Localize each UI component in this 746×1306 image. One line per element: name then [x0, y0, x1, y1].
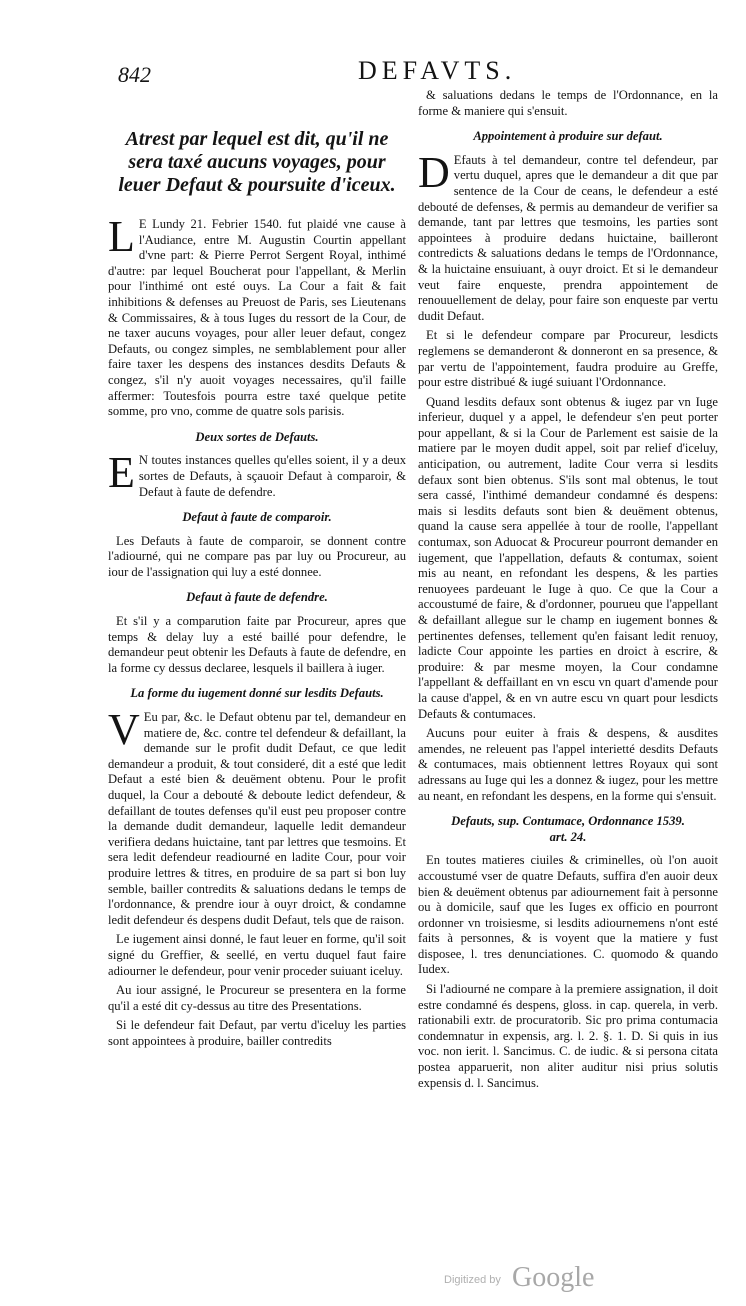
section-heading-ordonnance	[418, 814, 718, 845]
paragraph-text: Efauts à tel demandeur, contre tel defendeur, par vertu duquel, apres que le demandeur a dit que par sentence de la Cour de ceans, le defendeur a esté debouté de defenses, & permis au demandeur de verifier sa demande, tant par lettres que tesmoins, les parties sont appointees à produire dedans huictaine, bailleront contredicts & saluations dedans le temps de l'Ordonnance, & la huictaine ensuiuant, à ouyr droict. Et si le demandeur veut faire enqueste, prendra appointement de renouuellement de delay, pour faire son enqueste par vertu dudit Defaut.	[418, 152, 718, 323]
right-column	[418, 88, 718, 1190]
paragraph-text: E Lundy 21. Febrier 1540. fut plaidé vne cause à l'Audiance, entre M. Augustin Courtin appellant d'vne part: & Pierre Perrot Sergent Royal, inthimé d'autre: par lequel Boucherat pour l'appellant, & Merlin pour l'inthimé ont esté ouys. La Cour a fait & fait inhibitions & defenses au Preuost de Paris, ses Lieutenans & Commissaires, & à tous Iuges du ressort de la Cour, de ne taxer aucuns voyages, pour aller leuer defaut, congez Defauts, ou congez simples, ne semblablement pour aller faire taxer les despens des instances desdits Defauts & congez, s'il n'y auoit voyages necessaires, qu'il faille affermer: Toutesfois pourra estre taxé quelque petite somme, pro vno, comme de quatre sols parisis.	[108, 217, 406, 419]
google-logo: Google	[512, 1262, 595, 1293]
left-column	[108, 88, 406, 1190]
paragraph: En toutes matieres ciuiles & criminelles, où l'on auoit accoustumé vser de quatre Defauts, suffira d'en auoir deux bien & deuëment obtenus par adiournement fait à personne ou à domicile, sauf que les Iuges ex officio en pourront ordonner vn troisiesme, si lesdits adiournemens n'ont esté faits à personnes, & is voyent que la matiere y fust disposee, l. tres denunciationes. C. quomodo & quando Iudex.	[418, 853, 718, 977]
section-heading-arrest: Atrest par lequel est dit, qu'il ne sera taxé aucuns voyages, pour leuer Defaut & poursuite d'iceux.	[118, 128, 396, 196]
running-title: DEFAVTS.	[358, 56, 517, 85]
section-heading: Deux sortes de Defauts.	[195, 429, 319, 444]
paragraph-text: N toutes instances quelles qu'elles soient, il y a deux sortes de Defauts, à sçauoir Defaut à comparoir, & Defaut à faute de defendre.	[138, 453, 406, 499]
section-heading: Defaut à faute de defendre.	[186, 590, 328, 605]
paragraph-text: Eu par, &c. le Defaut obtenu par tel, demandeur en matiere de, &c. contre tel defendeur & defaillant, la demande sur le profit dudit Defaut, ce que ledit demandeur a produit, & tout consideré, dit a esté que ledit Defaut a esté bien & deuëment obtenu. Pour le profit duquel, la Cour a debouté & deboute ledict defendeur, & defaillant de toutes defenses qu'il eust peu proposer contre la demande dudit demandeur, laquelle ledit demandeur verifiera dedans huictaine, tant par lettres que tesmoins. Et sera ledit defendeur readiourné en ladite Cour, pour voir produire lettres & titres, en produire de sa part si bon luy semble, bailler contredits & saluations dedans le temps de l'ordonnance, & prendre iour à ouyr droict, & condamne ledit defendeur és despens dudit Defaut, tels que de raison.	[108, 710, 406, 927]
paragraph: Quand lesdits defaux sont obtenus & iugez par vn Iuge inferieur, duquel y a appel, le defendeur s'en peut porter pour appellant, & si la Cour de Parlement est saisie de la matiere par le moyen dudit appel, soit par relief d'iceluy, anticipation, ou autrement, ladite Cour verra si lesdits defaux sont bien obtenus. S'ils sont mal obtenus, le tout sera cassé, l'inthimé demandeur condamné és despens: mais si lesdits defauts sont bien & deuëment obtenus, quand la cause sera appellée à tour de roolle, l'appellant contumax, son Aduocat & Procureur pourront demander en iugement, que l'appellation, defauts & contumax, soient mis au neant, en refondant les despens, & les parties renuoyees pardeuant le Iuge à quo. Ce que la Cour a accoustumé de faire, & d'ordonner, pourueu que l'appellant & defaillant allegue sur le champ en iugement bonnes & pertinentes defenses, tellement qu'en faisant ledit renuoy, ladicte Cour appointe les parties en droict à escrire, & produire: & par mesme moyen, la Cour condamne l'appellant & deffaillant en vn escu vn quart d'amende pour la cause d'appel, & en vn autre escu vn quart pour lesdicts Defauts & contumaces.	[418, 394, 718, 721]
paragraph: Les Defauts à faute de comparoir, se donnent contre l'adiourné, qui ne compare pas par luy ou Procureur, au iour de l'assignation qui luy a esté donnee.	[108, 533, 406, 579]
page-number: 842	[118, 62, 151, 87]
paragraph: Si l'adiourné ne compare à la premiere assignation, il doit estre condamné és despens, gloss. in cap. querela, in verb. rationabili extr. de procuratorib. Sic pro prima contumacia condemnatur in expensis, arg. l. 2. §. 1. D. Si quis in ius voc. non ierit. l. Sancimus. C. de iudic. & si persona citata postea apparuerit, non aliter auditur nisi prius solutis expensis d. l. Sancimus.	[418, 982, 718, 1090]
section-heading: La forme du iugement donné sur lesdits Defauts.	[130, 686, 384, 701]
paragraph: Au iour assigné, le Procureur se presentera en la forme qu'il a esté dit cy-dessus au titre des Presentations.	[108, 983, 406, 1013]
heading-line: Defauts, sup. Contumace, Ordonnance 1539.	[451, 814, 685, 829]
watermark-prefix: Digitized by	[444, 1274, 501, 1286]
section-heading: Appointement à produire sur defaut.	[473, 129, 663, 144]
paragraph: Si le defendeur fait Defaut, par vertu d'iceluy les parties sont appointees à produire, bailler contredits	[108, 1018, 406, 1048]
digitized-watermark	[444, 1262, 614, 1293]
paragraph: Le iugement ainsi donné, le faut leuer en forme, qu'il soit signé du Greffier, & seellé, en vertu duquel faut faire adiourner le defendeur, pour venir proceder suiuant iceluy.	[108, 932, 406, 978]
section-heading: Defaut à faute de comparoir.	[182, 510, 332, 525]
paragraph	[108, 448, 406, 500]
heading-line: art. 24.	[549, 829, 587, 844]
paragraph	[108, 705, 406, 928]
paragraph: Et s'il y a comparution faite par Procureur, apres que temps & delay luy a esté baillé pour defendre, le demandeur peut obtenir les Defauts à faute de defendre, en la forme cy dessus declaree, lesquels il baillera à iuger.	[108, 614, 406, 675]
paragraph: Aucuns pour euiter à frais & despens, & ausdites amendes, ne releuent pas l'appel interietté desdits Defauts & contumaces, mais obtiennent lettres Royaux qui sont adressans au Iuge qui les a donnez & iugez, pour les mettre au neant, en refondant les despens, en la forme qui s'ensuit.	[418, 726, 718, 803]
drop-cap: E	[108, 448, 135, 498]
paragraph	[108, 212, 406, 420]
paragraph: Et si le defendeur compare par Procureur, lesdicts reglemens se demanderont & donneront en sa presence, & par vertu de l'appointement, faudra produire au Greffe, pour estre distribué & iugé suiuant l'Ordonnance.	[418, 328, 718, 390]
drop-cap: D	[418, 147, 450, 197]
paragraph	[418, 147, 718, 325]
drop-cap: L	[108, 212, 135, 261]
drop-cap: V	[108, 705, 140, 755]
paragraph: & saluations dedans le temps de l'Ordonnance, en la forme & maniere qui s'ensuit.	[418, 88, 718, 118]
